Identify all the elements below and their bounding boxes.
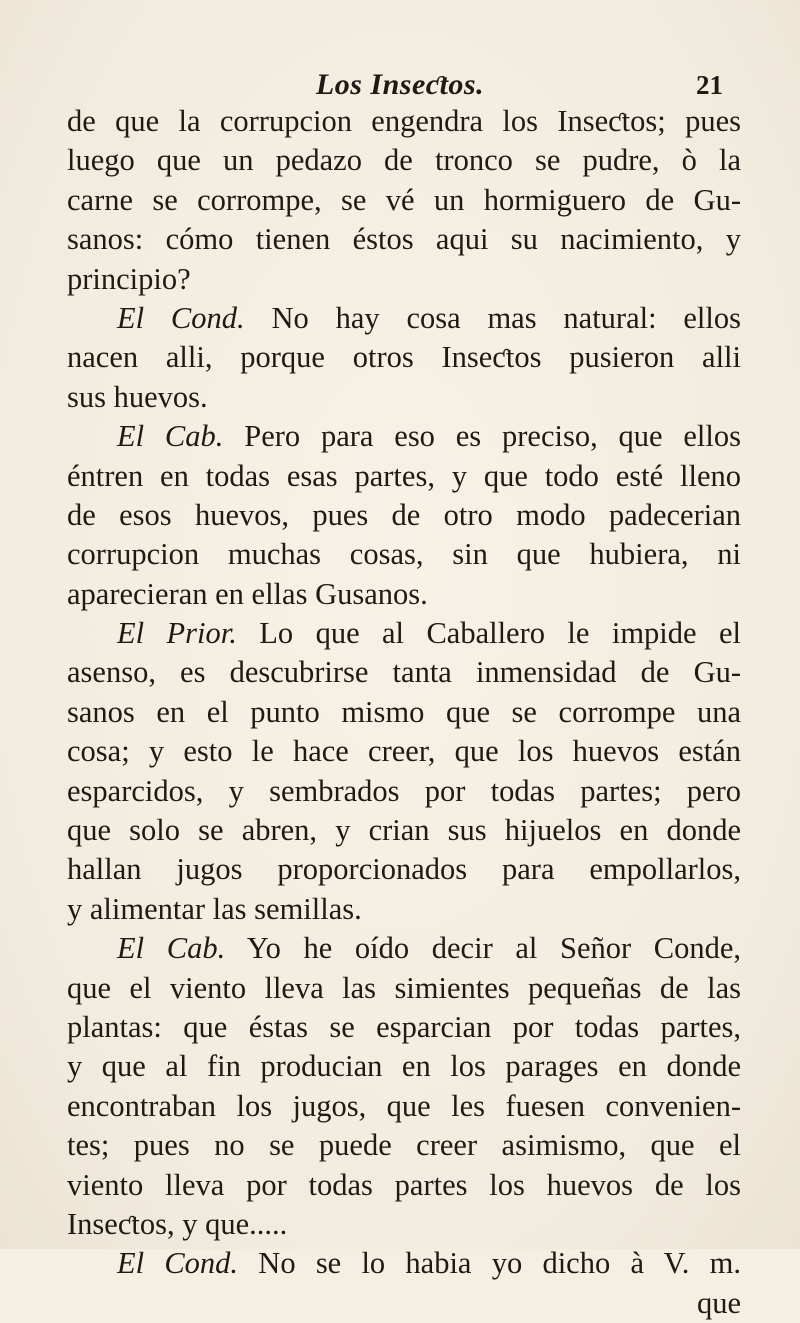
text-line: tes; pues no se puede creer asimismo, que el: [67, 1128, 741, 1163]
text-line: de que la corrupcion engendra los Inseƈtos; pues: [67, 104, 741, 138]
text-line: de esos huevos, pues de otro modo padecerian: [67, 497, 741, 532]
body-text: [67, 102, 741, 1323]
text-line: asenso, es descubrirse tanta inmensidad de Gu-: [67, 655, 741, 690]
speaker-name: El Cond.: [117, 1246, 239, 1281]
text-line: sanos en el punto mismo que se corrompe una: [67, 694, 741, 729]
text-line: y alimentar las semillas.: [67, 891, 362, 926]
text-line: principio?: [67, 261, 191, 296]
speaker-name: El Prior.: [117, 616, 237, 651]
text-line: viento lleva por todas partes los huevos de los: [67, 1167, 741, 1202]
page-number: 21: [696, 70, 723, 100]
speaker-name: El Cab.: [117, 931, 226, 966]
text-line: corrupcion muchas cosas, sin que hubiera, ni: [67, 537, 741, 572]
text-line: sanos: cómo tienen éstos aqui su nacimiento, y: [67, 222, 741, 257]
catchword: que: [696, 1285, 741, 1320]
dialogue-line: El Cond. No hay cosa mas natural: ellos: [117, 300, 741, 335]
text-line: nacen alli, porque otros Inseƈtos pusieron alli: [67, 340, 741, 375]
text-line: sus huevos.: [67, 379, 208, 414]
text-line: luego que un pedazo de tronco se pudre, ò la: [67, 143, 741, 178]
text-line: esparcidos, y sembrados por todas partes; pero: [67, 773, 741, 808]
text-line: encontraban los jugos, que les fuesen convenien-: [67, 1088, 741, 1123]
text-line: Inseƈtos, y que.....: [67, 1206, 288, 1241]
dialogue-line: El Prior. Lo que al Caballero le impide el: [117, 616, 741, 651]
running-title: Los Inseƈtos.: [315, 68, 485, 101]
speaker-name: El Cond.: [117, 300, 245, 335]
text-line: éntren en todas esas partes, y que todo esté lleno: [67, 458, 741, 493]
text-line: aparecieran en ellas Gusanos.: [67, 576, 428, 611]
dialogue-line: El Cab. Pero para eso es preciso, que ellos: [117, 419, 741, 454]
text-line: y que al fin producian en los parages en donde: [67, 1049, 741, 1084]
text-line: carne se corrompe, se vé un hormiguero de Gu-: [67, 182, 741, 217]
text-line: plantas: que éstas se esparcian por todas partes,: [67, 1009, 741, 1044]
speaker-name: El Cab.: [117, 419, 224, 454]
text-line: que el viento lleva las simientes pequeñas de las: [67, 970, 741, 1005]
dialogue-line: El Cond. No se lo habia yo dicho à V. m.: [117, 1246, 741, 1281]
text-line: hallan jugos proporcionados para empollarlos,: [67, 852, 741, 887]
text-line: cosa; y esto le hace creer, que los huevos están: [67, 734, 741, 769]
text-line: que solo se abren, y crian sus hijuelos en donde: [67, 813, 741, 848]
dialogue-line: El Cab. Yo he oído decir al Señor Conde,: [117, 931, 742, 966]
